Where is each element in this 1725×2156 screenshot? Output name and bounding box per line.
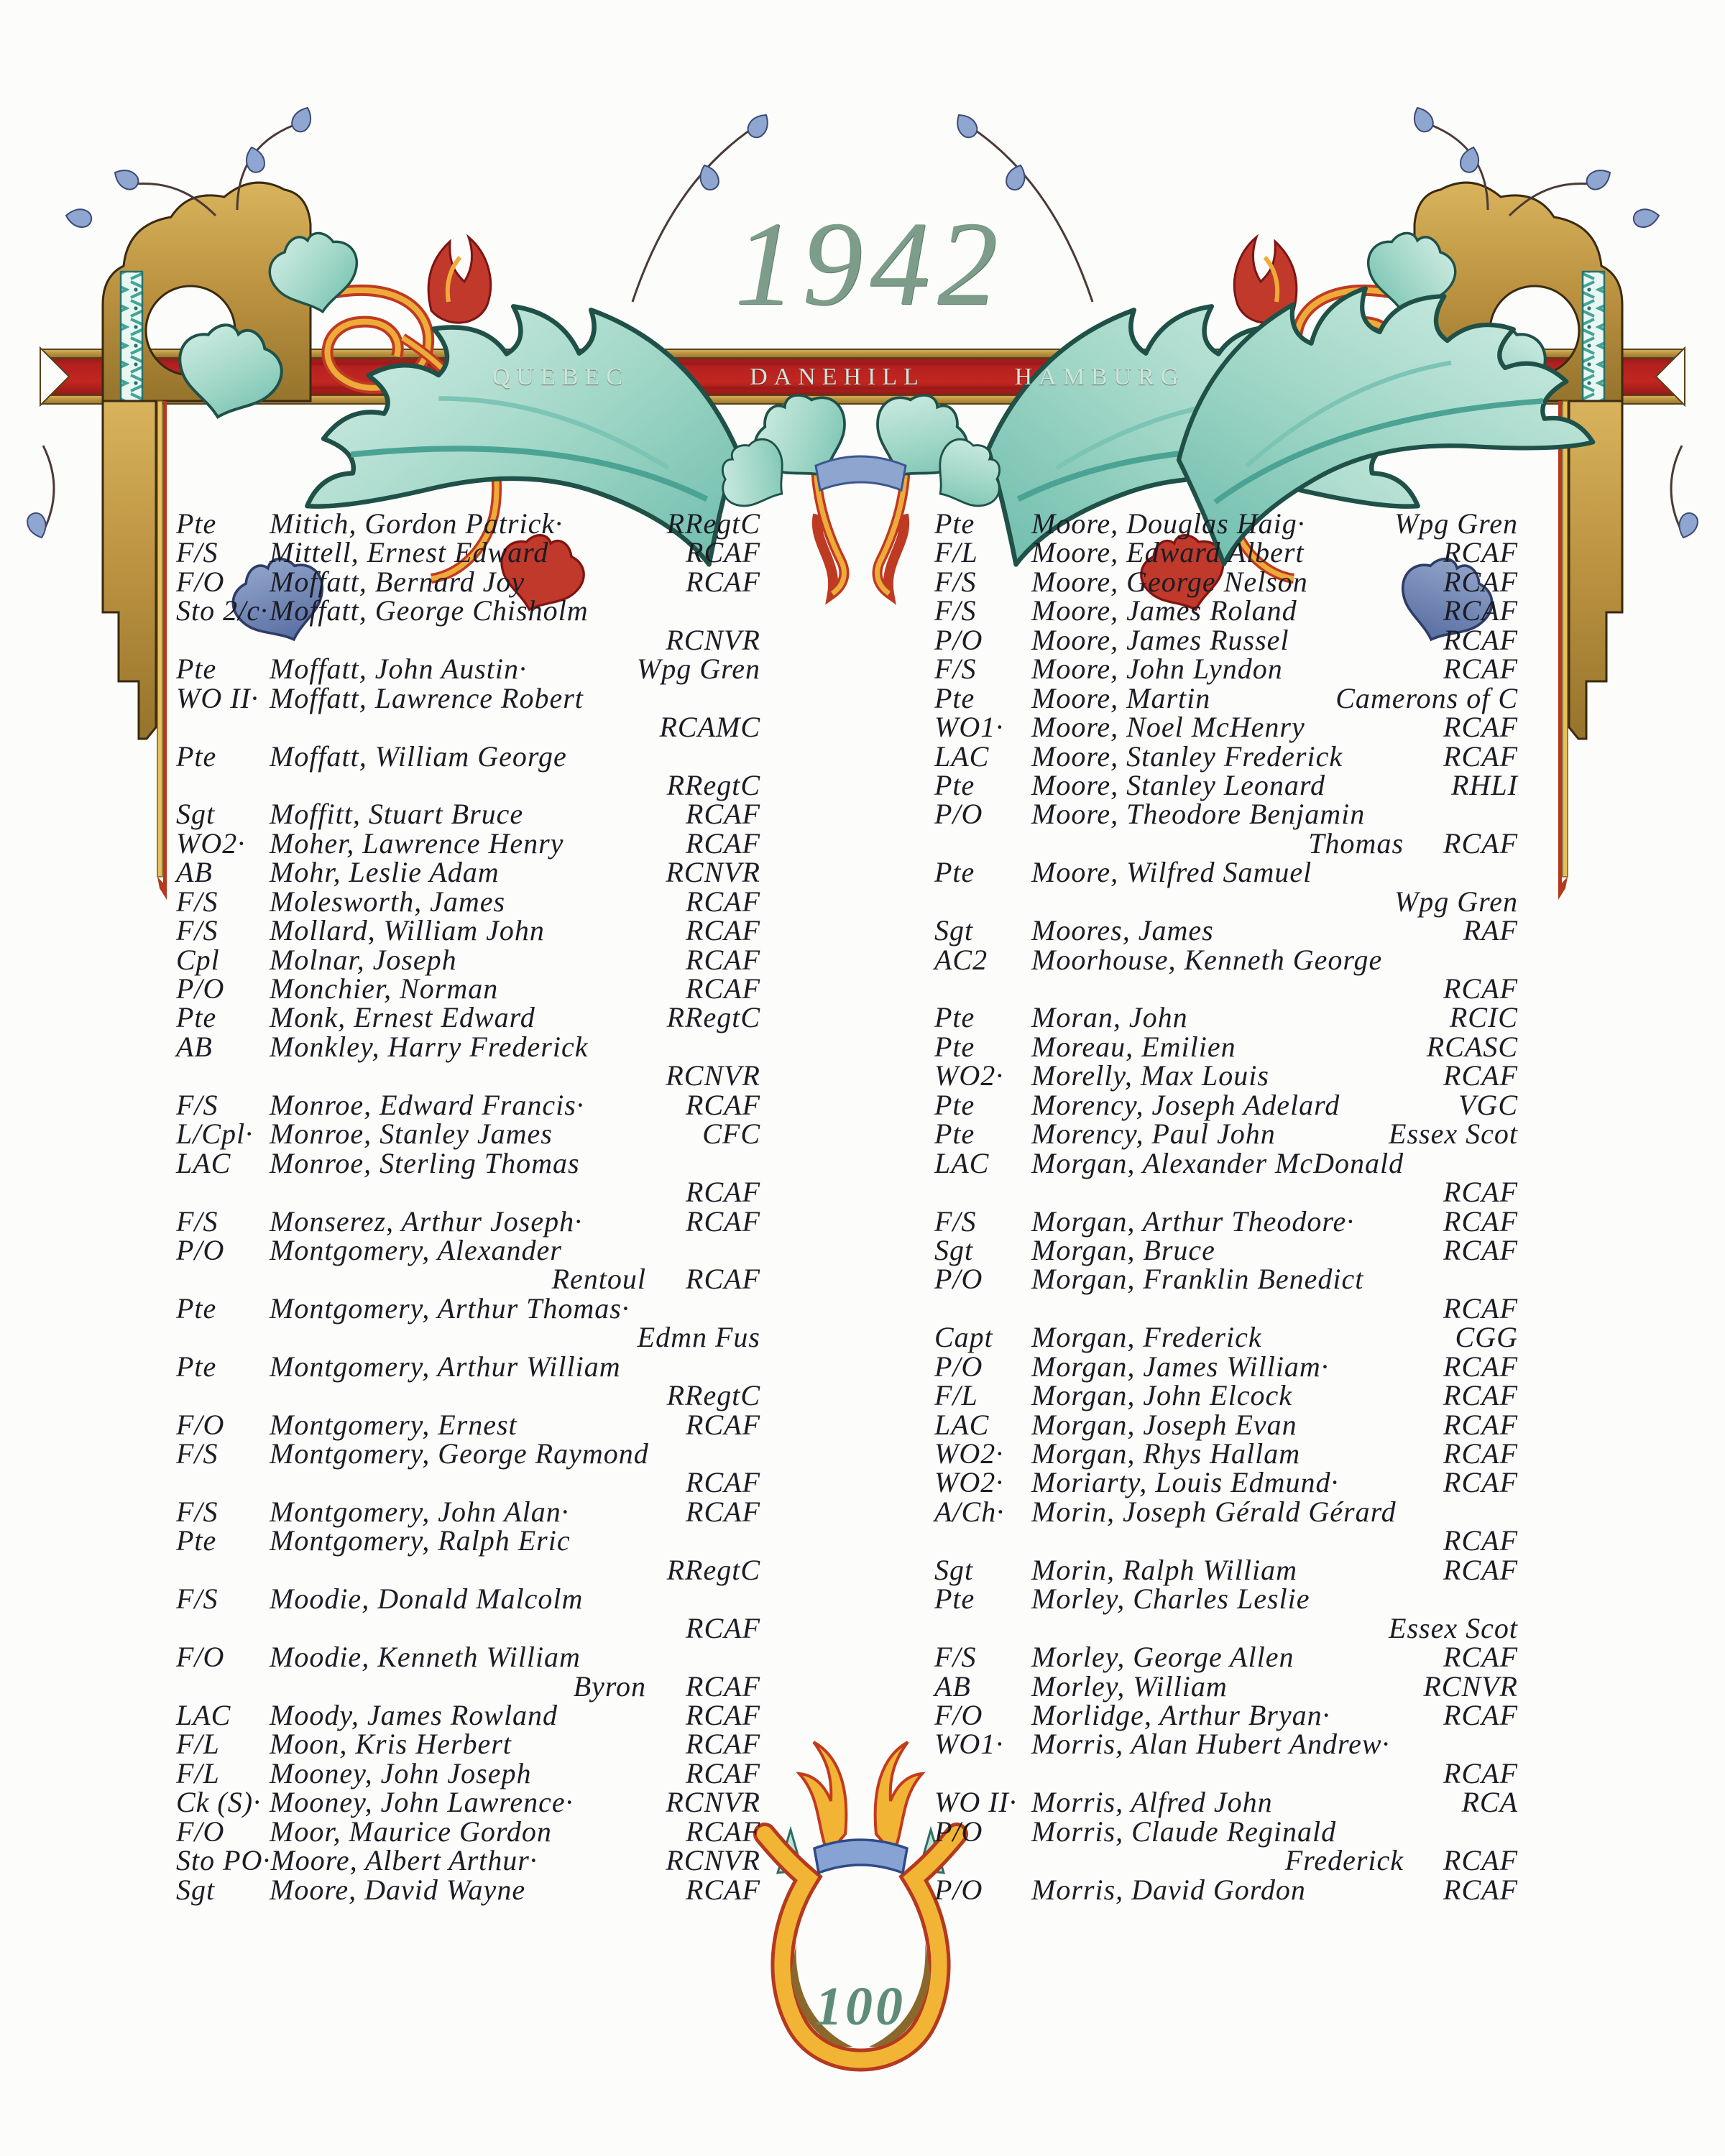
name-continuation: Rentoul: [551, 1263, 647, 1296]
rank-label: WO2·: [176, 826, 246, 860]
rank-label: WO1·: [934, 1728, 1004, 1761]
regiment-label: RCAF: [686, 1176, 760, 1209]
entry-line: [934, 565, 1518, 598]
rank-label: Pte: [176, 1350, 217, 1383]
entry-line: [934, 1030, 1518, 1063]
rank-label: Pte: [934, 1583, 975, 1616]
rank-label: Pte: [176, 740, 217, 773]
regiment-label: RCAF: [686, 1408, 760, 1441]
rank-label: Pte: [176, 1001, 217, 1034]
rank-label: Pte: [176, 653, 217, 686]
person-name: Mooney, John Joseph: [270, 1756, 532, 1789]
rank-label: WO II·: [934, 1786, 1017, 1819]
entry-line: [176, 1204, 760, 1238]
person-name: Moran, John: [1031, 1001, 1188, 1034]
person-name: Moffitt, Stuart Bruce: [270, 798, 524, 831]
name-continuation: Frederick: [1284, 1844, 1404, 1877]
person-name: Morelly, Max Louis: [1031, 1059, 1269, 1092]
regiment-label: VGC: [1458, 1088, 1518, 1121]
person-name: Moore, Theodore Benjamin: [1031, 798, 1366, 831]
person-name: Moon, Kris Herbert: [270, 1728, 512, 1761]
regiment-label: RCNVR: [666, 1786, 760, 1819]
person-name: Moriarty, Louis Edmund·: [1031, 1466, 1339, 1499]
person-name: Moore, Stanley Frederick: [1031, 740, 1343, 773]
rank-label: F/S: [934, 594, 977, 627]
battle-honour-hamburg: HAMBURG: [1014, 364, 1185, 390]
regiment-label: RRegtC: [666, 1001, 760, 1034]
rank-label: Sgt: [934, 1553, 974, 1586]
regiment-label: RCNVR: [666, 1059, 760, 1092]
rank-label: P/O: [934, 1263, 983, 1296]
entry-line: [934, 1553, 1518, 1586]
rank-label: A/Ch·: [934, 1495, 1005, 1528]
page-number: 100: [815, 1976, 906, 2037]
regiment-label: RCAF: [686, 1466, 760, 1499]
entry-line: [934, 1465, 1518, 1499]
person-name: Morris, Alan Hubert Andrew·: [1031, 1728, 1390, 1761]
regiment-label: RCAF: [686, 826, 760, 860]
rank-label: Sgt: [176, 1873, 216, 1906]
rank-label: F/S: [934, 1204, 977, 1238]
entry-line: [176, 1495, 760, 1528]
rank-label: F/S: [176, 536, 218, 569]
person-name: Monkley, Harry Frederick: [270, 1030, 589, 1063]
regiment-label: RRegtC: [666, 1379, 760, 1412]
regiment-label: RCNVR: [666, 623, 760, 656]
person-name: Moody, James Rowland: [270, 1698, 558, 1731]
rank-label: F/S: [934, 565, 977, 598]
rank-label: AB: [934, 1669, 971, 1703]
entry-line: [176, 913, 760, 947]
person-name: Moher, Lawrence Henry: [270, 826, 564, 860]
entry-line: [934, 594, 1518, 627]
entry-line: [934, 1495, 1518, 1528]
person-name: Monroe, Stanley James: [270, 1118, 553, 1151]
regiment-label: RCAF: [1443, 1204, 1518, 1238]
names-column-left: [176, 507, 760, 1906]
person-name: Morlidge, Arthur Bryan·: [1031, 1698, 1330, 1731]
names-column-right: [934, 507, 1518, 1906]
regiment-label: RCAF: [1443, 1379, 1518, 1412]
regiment-label: RCAF: [686, 1263, 760, 1296]
battle-honour-quebec: QUEBEC: [492, 364, 629, 390]
person-name: Moore, James Russel: [1031, 623, 1289, 656]
person-name: Moore, George Nelson: [1031, 565, 1308, 598]
rank-label: Pte: [934, 1088, 975, 1121]
name-continuation: Byron: [573, 1669, 647, 1703]
person-name: Mittell, Ernest Edward: [270, 536, 549, 569]
entry-line: [934, 507, 1518, 540]
entry-line: [934, 623, 1518, 656]
person-name: Moore, James Roland: [1031, 594, 1297, 627]
rank-label: Sgt: [934, 1233, 974, 1266]
entry-line: [934, 1320, 1518, 1354]
regiment-label: RCA: [1461, 1786, 1518, 1819]
regiment-label: RCAF: [1443, 536, 1518, 569]
rank-label: Pte: [934, 1001, 975, 1034]
person-name: Morgan, Joseph Evan: [1031, 1408, 1297, 1441]
regiment-label: RCAF: [686, 943, 760, 976]
rank-label: LAC: [934, 1146, 990, 1179]
regiment-label: RCAF: [1443, 711, 1518, 744]
person-name: Morris, David Gordon: [1031, 1873, 1306, 1906]
regiment-label: RRegtC: [666, 768, 760, 801]
rank-label: P/O: [934, 1350, 983, 1383]
regiment-label: RCAF: [1443, 1698, 1518, 1731]
rank-label: P/O: [934, 1815, 983, 1848]
person-name: Morency, Joseph Adelard: [1031, 1088, 1340, 1121]
person-name: Moreau, Emilien: [1031, 1030, 1236, 1063]
entry-line: [176, 1756, 760, 1789]
entry-line: [176, 507, 760, 540]
rank-label: F/O: [176, 565, 225, 598]
rank-label: F/S: [176, 1204, 218, 1238]
regiment-label: RCAF: [1443, 1350, 1518, 1383]
regiment-label: Wpg Gren: [1394, 507, 1518, 540]
person-name: Monroe, Edward Francis·: [270, 1088, 584, 1121]
regiment-label: RCAF: [1443, 1059, 1518, 1092]
person-name: Moodie, Kenneth William: [270, 1641, 581, 1674]
person-name: Morgan, Franklin Benedict: [1031, 1263, 1364, 1296]
person-name: Morley, George Allen: [1031, 1641, 1294, 1674]
entry-line: [176, 855, 760, 889]
entry-line: [176, 1000, 760, 1034]
regiment-label: RRegtC: [666, 1553, 760, 1586]
entry-line: [934, 943, 1518, 976]
entry-line: [176, 1437, 760, 1470]
regiment-label: CGG: [1455, 1321, 1518, 1354]
entry-line: [934, 1408, 1518, 1441]
person-name: Moorhouse, Kenneth George: [1031, 943, 1383, 976]
entry-line: [934, 652, 1518, 686]
person-name: Morley, William: [1031, 1669, 1228, 1703]
regiment-label: RCAF: [686, 1611, 760, 1644]
person-name: Moore, Noel McHenry: [1031, 711, 1305, 744]
regiment-label: RCAF: [686, 1204, 760, 1238]
person-name: Moore, Wilfred Samuel: [1031, 856, 1312, 889]
regiment-label: RCAF: [1443, 1408, 1518, 1441]
person-name: Moffatt, John Austin·: [270, 653, 528, 686]
regiment-label: RCAF: [1443, 1553, 1518, 1586]
rank-label: P/O: [176, 1233, 225, 1266]
regiment-label: RCAF: [686, 1756, 760, 1789]
regiment-label: RCAF: [1443, 1437, 1518, 1470]
regiment-label: RCAF: [686, 536, 760, 569]
person-name: Moore, John Lyndon: [1031, 653, 1283, 686]
regiment-label: RCAF: [1443, 740, 1518, 773]
rank-label: Cpl: [176, 943, 220, 976]
person-name: Morgan, John Elcock: [1031, 1379, 1292, 1412]
entry-line: [934, 740, 1518, 773]
regiment-label: RCAF: [1443, 1641, 1518, 1674]
person-name: Mohr, Leslie Adam: [270, 856, 500, 889]
regiment-label: Edmn Fus: [637, 1321, 760, 1354]
regiment-label: RCAF: [686, 1698, 760, 1731]
rank-label: F/L: [934, 536, 978, 569]
rank-label: F/O: [176, 1641, 225, 1674]
regiment-label: RCAF: [1443, 1873, 1518, 1906]
person-name: Moffatt, Bernard Joy: [270, 565, 525, 598]
rank-label: F/S: [176, 1583, 218, 1616]
rank-label: F/O: [176, 1815, 225, 1848]
rank-label: F/L: [176, 1756, 220, 1789]
rank-label: LAC: [176, 1698, 231, 1731]
person-name: Moore, Douglas Haig·: [1031, 507, 1305, 540]
rank-label: F/L: [176, 1728, 220, 1761]
entry-line: [176, 1843, 760, 1877]
entry-line: [934, 1727, 1518, 1761]
regiment-label: RCAF: [1443, 1466, 1518, 1499]
entry-line: [176, 826, 760, 860]
rank-label: LAC: [934, 740, 990, 773]
person-name: Morgan, James William·: [1031, 1350, 1329, 1383]
rank-label: AB: [176, 1030, 213, 1063]
regiment-label: RCAF: [1443, 826, 1518, 860]
rank-label: F/S: [176, 1437, 218, 1470]
rank-label: WO2·: [934, 1466, 1004, 1499]
person-name: Moffatt, William George: [270, 740, 567, 773]
rank-label: AB: [176, 856, 213, 889]
rank-label: Pte: [934, 681, 975, 714]
entry-line: [176, 594, 760, 627]
rank-label: Pte: [176, 1524, 217, 1557]
rank-label: F/S: [176, 1495, 218, 1528]
entry-line: [934, 1815, 1518, 1848]
rank-label: WO II·: [176, 681, 259, 714]
rank-label: Pte: [934, 856, 975, 889]
entry-line: [176, 565, 760, 598]
regiment-label: RCAF: [686, 1728, 760, 1761]
regiment-label: Wpg Gren: [636, 653, 760, 686]
entry-line: [934, 1000, 1518, 1034]
regiment-label: RCAF: [686, 1495, 760, 1528]
regiment-label: RCAF: [686, 914, 760, 947]
rank-label: Pte: [176, 1291, 217, 1325]
entry-line: [176, 652, 760, 686]
regiment-label: RCAF: [1443, 1844, 1518, 1877]
rank-label: Sto PO·: [176, 1844, 271, 1877]
regiment-label: RCAF: [1443, 623, 1518, 656]
person-name: Moffatt, Lawrence Robert: [270, 681, 584, 714]
regiment-label: CFC: [702, 1118, 760, 1151]
person-name: Morency, Paul John: [1031, 1118, 1276, 1151]
entry-line: [176, 972, 760, 1005]
regiment-label: RCNVR: [666, 1844, 760, 1877]
person-name: Montgomery, Alexander: [270, 1233, 562, 1266]
person-name: Moores, James: [1031, 914, 1214, 947]
rank-label: AC2: [934, 943, 988, 976]
person-name: Mitich, Gordon Patrick·: [270, 507, 564, 540]
person-name: Moffatt, George Chisholm: [270, 594, 589, 627]
rank-label: P/O: [934, 623, 983, 656]
rank-label: F/O: [934, 1698, 983, 1731]
entry-line: [934, 1262, 1518, 1296]
regiment-label: RCAF: [1443, 653, 1518, 686]
regiment-label: RCAF: [686, 1873, 760, 1906]
person-name: Mooney, John Lawrence·: [270, 1786, 574, 1819]
regiment-label: RCAF: [1443, 1176, 1518, 1209]
person-name: Monk, Ernest Edward: [270, 1001, 535, 1034]
entry-line: [934, 768, 1518, 801]
person-name: Morris, Alfred John: [1031, 1786, 1273, 1819]
entry-line: [934, 1117, 1518, 1151]
rank-label: Sto 2/c·: [176, 594, 268, 627]
regiment-label: RCAF: [1443, 1233, 1518, 1266]
person-name: Morgan, Bruce: [1031, 1233, 1215, 1266]
rank-label: F/S: [176, 1088, 218, 1121]
regiment-label: RCAMC: [659, 711, 760, 744]
regiment-label: RCAF: [1443, 1524, 1518, 1557]
entry-line: [934, 1437, 1518, 1470]
entry-line: [176, 1233, 760, 1266]
rank-label: Pte: [934, 1030, 975, 1063]
rank-label: Pte: [934, 768, 975, 801]
regiment-label: RAF: [1463, 914, 1518, 947]
person-name: Morin, Ralph William: [1031, 1553, 1297, 1586]
rank-label: LAC: [934, 1408, 990, 1441]
person-name: Moore, Stanley Leonard: [1031, 768, 1325, 801]
rank-label: Pte: [934, 1118, 975, 1151]
rank-label: Sgt: [934, 914, 974, 947]
entry-line: [176, 1640, 760, 1674]
person-name: Montgomery, Ernest: [270, 1408, 518, 1441]
entry-line: [176, 1117, 760, 1151]
rank-label: F/S: [934, 653, 977, 686]
regiment-label: Essex Scot: [1389, 1118, 1518, 1151]
entry-line: [934, 1669, 1518, 1703]
regiment-label: RCAF: [1443, 972, 1518, 1005]
regiment-label: RRegtC: [666, 507, 760, 540]
person-name: Montgomery, George Raymond: [270, 1437, 649, 1470]
person-name: Morgan, Arthur Theodore·: [1031, 1204, 1355, 1238]
regiment-label: RCAF: [686, 1088, 760, 1121]
regiment-label: Camerons of C: [1335, 681, 1518, 714]
rank-label: P/O: [176, 972, 225, 1005]
regiment-label: RCAF: [686, 972, 760, 1005]
regiment-label: RCAF: [1443, 1291, 1518, 1325]
regiment-label: RCAF: [686, 1669, 760, 1703]
entry-line: [934, 1582, 1518, 1616]
person-name: Morley, Charles Leslie: [1031, 1583, 1310, 1616]
rank-label: WO2·: [934, 1059, 1004, 1092]
entry-line: [934, 1204, 1518, 1238]
person-name: Monroe, Sterling Thomas: [270, 1146, 580, 1179]
rank-label: P/O: [934, 798, 983, 831]
regiment-label: RCNVR: [666, 856, 760, 889]
regiment-label: RCNVR: [1423, 1669, 1518, 1703]
name-continuation: Thomas: [1308, 826, 1404, 860]
rank-label: WO2·: [934, 1437, 1004, 1470]
person-name: Moore, Albert Arthur·: [270, 1844, 538, 1877]
rank-label: Pte: [934, 507, 975, 540]
entry-line: [934, 1378, 1518, 1412]
regiment-label: RCAF: [1443, 565, 1518, 598]
regiment-label: RCAF: [686, 1815, 760, 1848]
year-title: 1942: [735, 197, 1005, 331]
rank-label: F/S: [934, 1641, 977, 1674]
person-name: Moodie, Donald Malcolm: [270, 1583, 584, 1616]
person-name: Morgan, Rhys Hallam: [1031, 1437, 1301, 1470]
person-name: Montgomery, John Alan·: [270, 1495, 569, 1528]
regiment-label: Essex Scot: [1389, 1611, 1518, 1644]
entry-line: [934, 797, 1518, 831]
person-name: Moor, Maurice Gordon: [270, 1815, 552, 1848]
person-name: Morgan, Frederick: [1031, 1321, 1262, 1354]
person-name: Montgomery, Arthur Thomas·: [270, 1291, 630, 1325]
person-name: Morris, Claude Reginald: [1031, 1815, 1337, 1848]
rank-label: F/L: [934, 1379, 978, 1412]
person-name: Monserez, Arthur Joseph·: [270, 1204, 583, 1238]
regiment-label: Wpg Gren: [1394, 885, 1518, 918]
person-name: Monchier, Norman: [270, 972, 499, 1005]
rank-label: Ck (S)·: [176, 1786, 262, 1819]
rank-label: F/S: [176, 914, 218, 947]
entry-line: [176, 1146, 760, 1179]
entry-line: [934, 1785, 1518, 1819]
regiment-label: RCAF: [1443, 1756, 1518, 1789]
rank-label: P/O: [934, 1873, 983, 1906]
person-name: Moore, David Wayne: [270, 1873, 526, 1906]
person-name: Mollard, William John: [270, 914, 545, 947]
rank-label: F/S: [176, 885, 218, 918]
person-name: Morgan, Alexander McDonald: [1031, 1146, 1404, 1179]
person-name: Morin, Joseph Gérald Gérard: [1031, 1495, 1397, 1528]
regiment-label: RCAF: [686, 565, 760, 598]
regiment-label: RCAF: [686, 885, 760, 918]
entry-line: [934, 1088, 1518, 1121]
rank-label: F/O: [176, 1408, 225, 1441]
person-name: Moore, Martin: [1031, 681, 1211, 714]
rank-label: L/Cpl·: [176, 1118, 254, 1151]
rank-label: Capt: [934, 1321, 993, 1354]
regiment-label: RHLI: [1451, 768, 1518, 801]
regiment-label: RCASC: [1426, 1030, 1518, 1063]
entry-line: [176, 1785, 760, 1819]
person-name: Molesworth, James: [270, 885, 506, 918]
entry-line: [176, 1727, 760, 1761]
regiment-label: RCAF: [1443, 594, 1518, 627]
battle-honour-danehill: DANEHILL: [750, 364, 925, 390]
entry-line: [176, 1524, 760, 1557]
person-name: Montgomery, Arthur William: [270, 1350, 621, 1383]
person-name: Montgomery, Ralph Eric: [270, 1524, 571, 1557]
entry-line: [934, 1350, 1518, 1383]
rank-label: Pte: [176, 507, 217, 540]
rank-label: LAC: [176, 1146, 231, 1179]
regiment-label: RCIC: [1449, 1001, 1518, 1034]
person-name: Molnar, Joseph: [270, 943, 457, 976]
rank-label: WO1·: [934, 711, 1004, 744]
rank-label: Sgt: [176, 798, 216, 831]
regiment-label: RCAF: [686, 798, 760, 831]
person-name: Moore, Edward Albert: [1031, 536, 1305, 569]
